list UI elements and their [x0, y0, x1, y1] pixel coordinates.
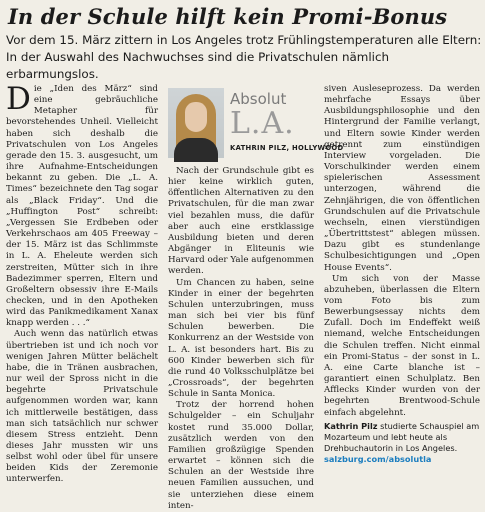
- paragraph-text: ie „Iden des März“ sind eine gebräuchliche Metapher für bevorstehendes Unheil. Vielleicht haben sich deshalb die Privatschulen von Los Angeles gerade den 15. 3. ausgesucht, um ihre Aufnahme-Entscheidungen bekannt zu geben. Die „L. A. Times“ bezeichnete den Tag sogar als „Black Friday“. Und die „Huffington Post“ schreibt: „Vergessen Sie Erdbeben oder Verkehrschaos am 405 Freeway – der 15. März ist das Schlimmste in L. A. Eheleute werden sich zerstreiten, Mütter sich in ihre Badezimmer sperren, Eltern und Großeltern obsessiv ihre E-Mails checken, und in den Apotheken wird das Panikmedikament Xanax knapp werden . . .“: [6, 84, 158, 329]
- column-kicker: Absolut: [230, 90, 287, 108]
- author-bio: [324, 421, 482, 465]
- bio-text: studierte Schauspiel am Mozarteum und lebt heute als Drehbuchautorin in Los Angeles.: [324, 421, 480, 453]
- paragraph: Um Chancen zu haben, seine Kinder in einer der begehrten Schulen unterzubringen, muss man sich bei vier bis fünf Schulen bewerben. Die Konkurrenz an der Westside von L. A. ist besonders hart. Bis zu 600 Kinder bewerben sich für die rund 40 Volksschulplätze bei „Crossroads“, der begehrten Schule in Santa Monica.: [168, 277, 314, 400]
- article-column-1: [6, 81, 158, 485]
- article-column-3: [324, 84, 480, 418]
- headline: In der Schule hilft kein Promi-Bonus: [8, 4, 448, 29]
- paragraph: [6, 81, 158, 329]
- paragraph: Um sich von der Masse abzuheben, überlassen die Eltern vom Foto bis zum Bewerbungsessay nichts dem Zufall. Doch im Endeffekt weiß niemand, welche Entscheidungen die Schulen treffen. Nicht einmal ein Promi-Status – der sonst in L. A. eine Carte blanche ist – garantiert einen Schulplatz. Ben Afflecks Kinder wurden von der begehrten Brentwood-Schule einfach abgelehnt.: [324, 273, 480, 418]
- column-url: salzburg.com/absolutla: [324, 454, 432, 464]
- paragraph: siven Ausleseprozess. Da werden mehrfache Essays über Ausbildungsphilosophie und den Hintergrund der Familie verlangt, und Eltern sowie Kinder werden getrennt zum einstündigen Interview vorgeladen. Die Vorschulkinder werden einem spielerischen Assessment unterzogen, während die Zehnjährigen, die von öffentlichen Grundschulen auf die Privatschule wechseln, einen vierstündigen „Übertrittstest“ ablegen müssen. Dazu gibt es stundenlange Schulbesichtigungen und „Open House Events“.: [324, 84, 480, 273]
- paragraph: Trotz der horrend hohen Schulgelder – ein Schuljahr kostet rund 35.000 Dollar, zusätzlich werden von den Familien großzügige Spenden erwartet – können sich die Schulen an der Westside ihre neuen Familien aussuchen, und sie unterziehen diese einem inten-: [168, 400, 314, 511]
- paragraph: Nach der Grundschule gibt es hier keine wirklich guten, öffentlichen Alternativen zu den Privatschulen, für die man zwar viel bezahlen muss, die dafür aber auch eine erstklassige Ausbildung bieten und deren Abgänger in Eliteunis wie Harvard oder Yale aufgenommen werden.: [168, 166, 314, 277]
- deck-subheadline: Vor dem 15. März zittern in Los Angeles trotz Frühlingstemperaturen alle Eltern: In der Auswahl des Nachwuchses sind die Privatschulen nämlich erbarmungslos.: [6, 33, 482, 81]
- byline: KATHRIN PILZ, HOLLYWOOD: [230, 144, 344, 152]
- article-column-2: [168, 166, 314, 511]
- drop-cap: D: [6, 81, 31, 117]
- author-photo: [168, 88, 224, 158]
- column-header: [168, 88, 344, 160]
- author-name: Kathrin Pilz: [324, 421, 378, 431]
- column-brand: L.A.: [230, 106, 295, 141]
- paragraph: Auch wenn das natürlich etwas übertrieben ist und ich noch vor wenigen Jahren Mütter belächelt habe, die in Tränen ausbrachen, nur weil der Spross nicht in die begehrte Privatschule aufgenommen worden war, kann ich mittlerweile bestätigen, dass man sich tatsächlich nur schwer diesem Stress entzieht. Denn dieses Jahr mussten wir uns selbst wohl oder übel für unsere beiden Kids der Zeremonie unterwerfen.: [6, 329, 158, 485]
